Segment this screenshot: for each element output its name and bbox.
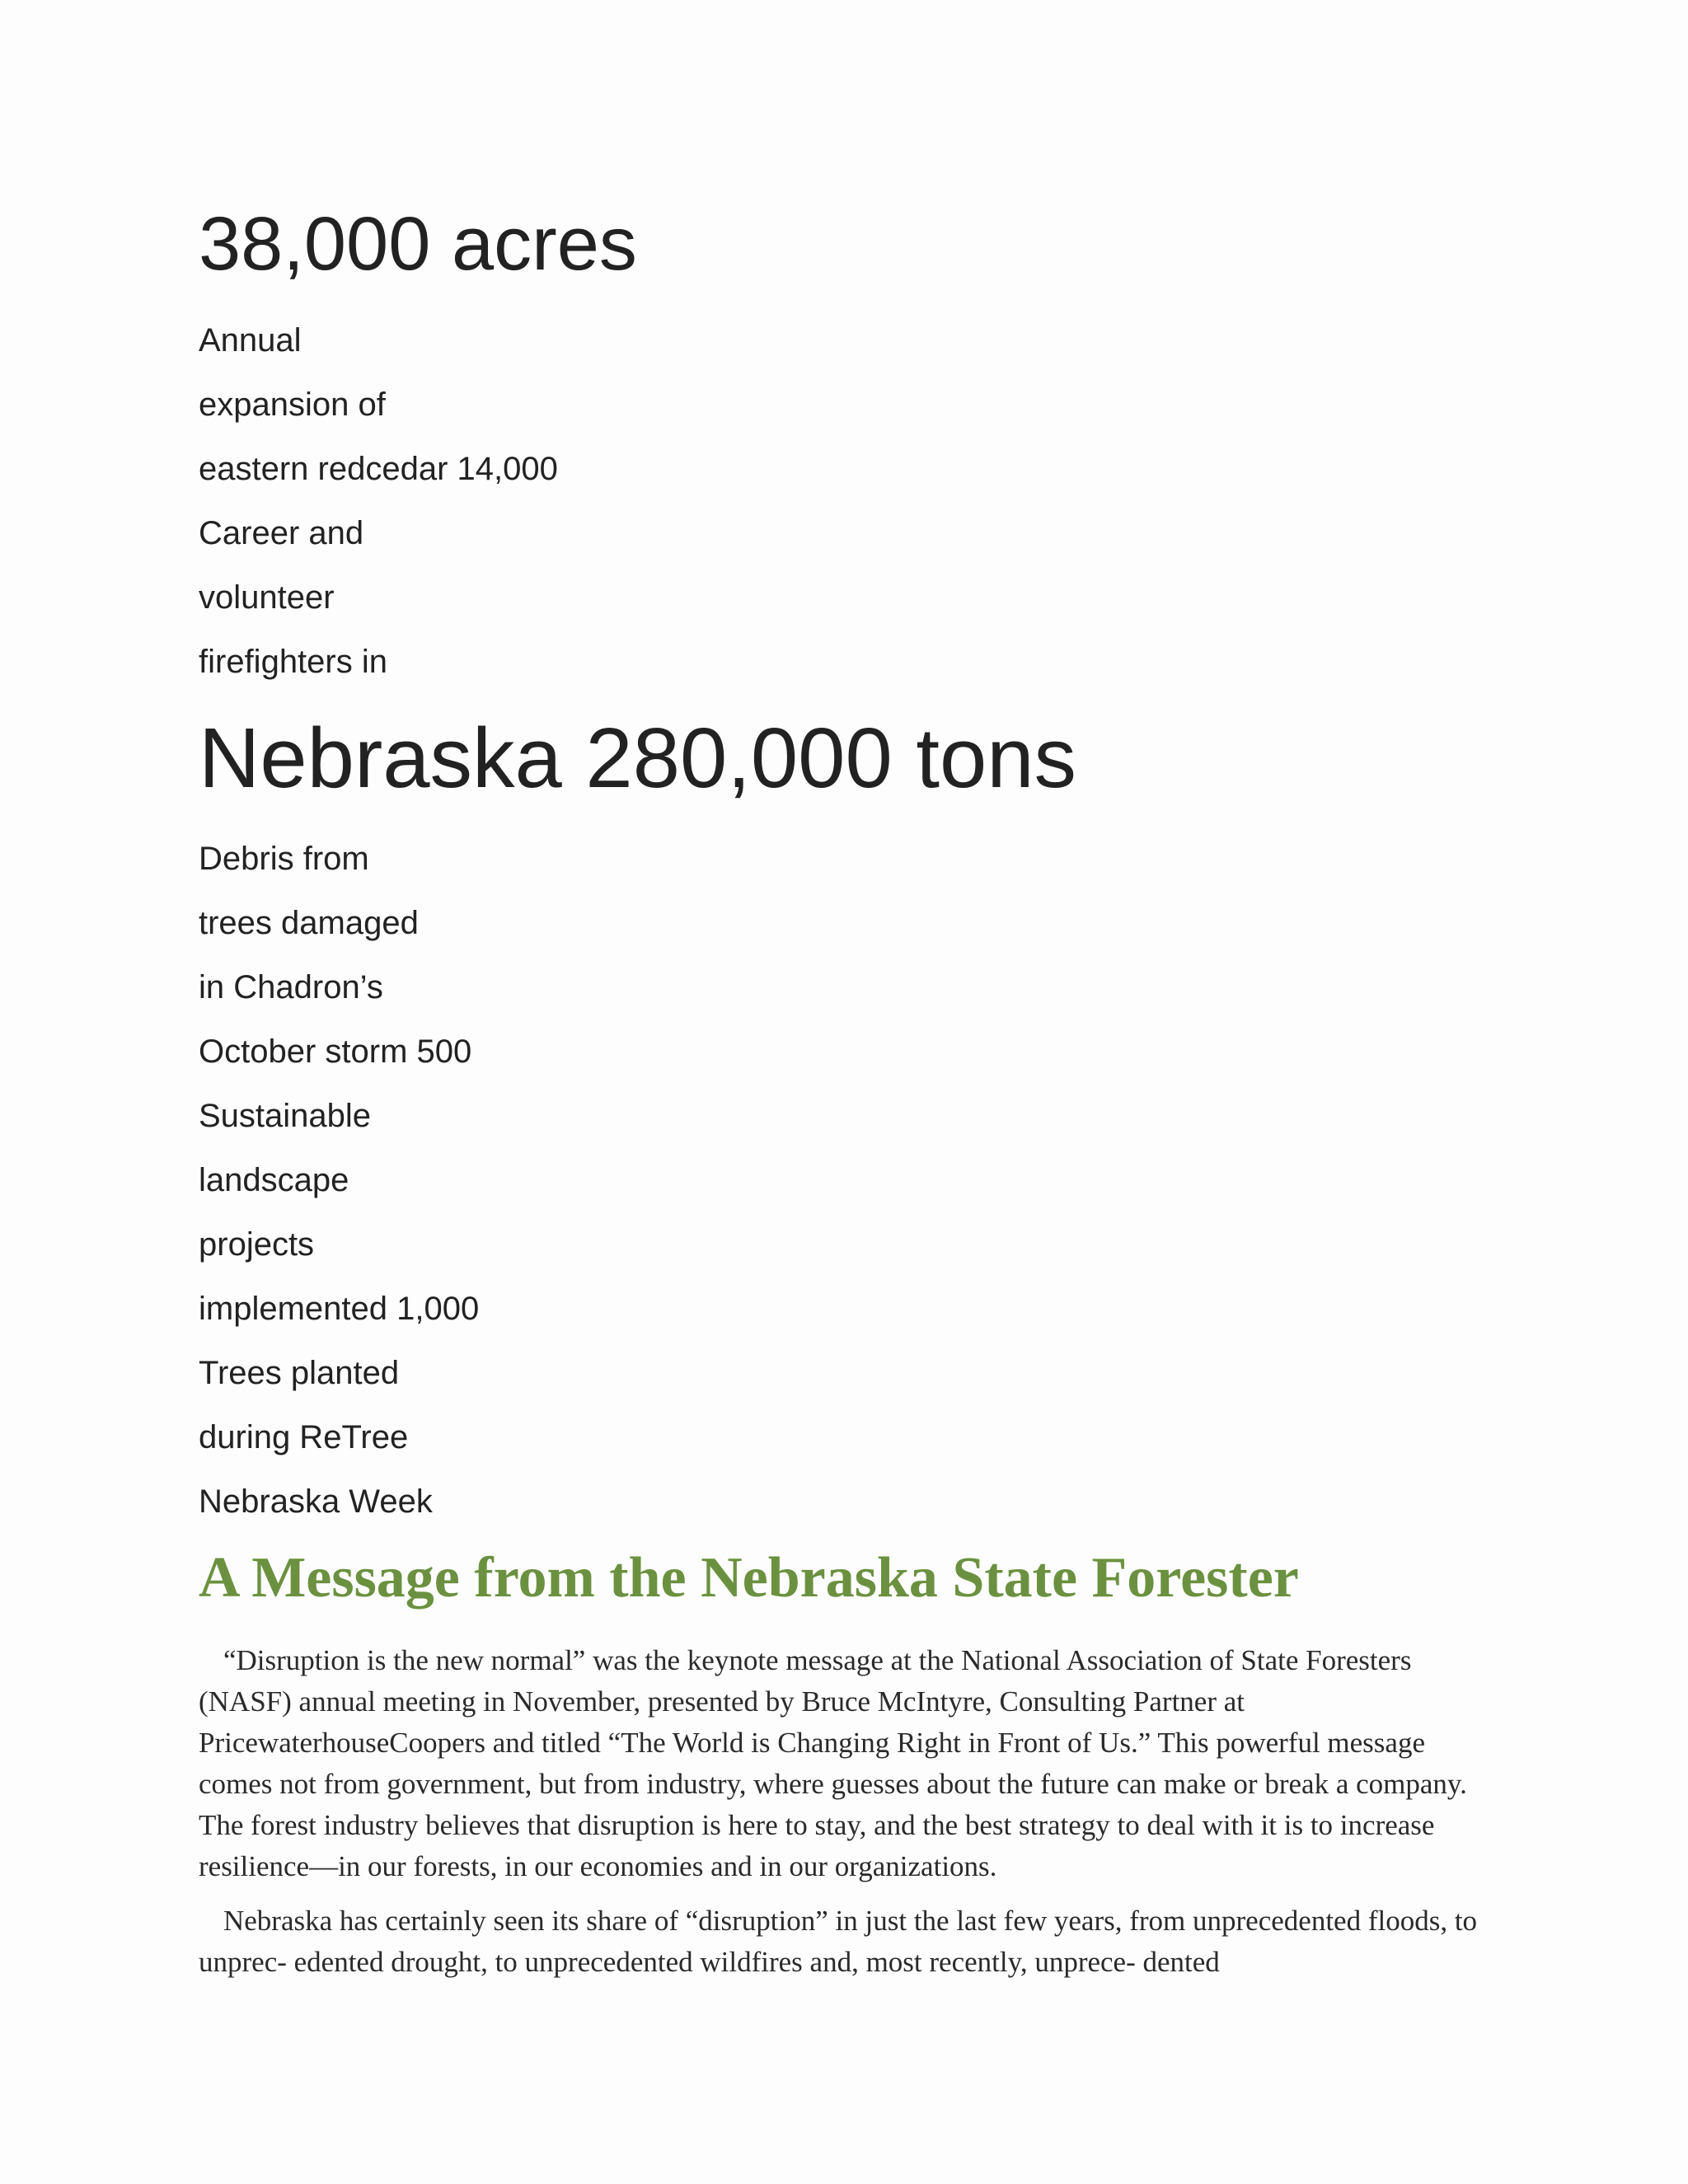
stat-line: landscape [199,1162,349,1198]
stat-line: during ReTree [199,1419,409,1455]
stat-block-1-lines [199,308,558,694]
stat-line: Debris from [199,841,369,877]
stat-line: expansion of [199,387,386,423]
stat-line: Nebraska Week [199,1483,433,1520]
stat-line: Annual [199,322,302,359]
stat-line: in Chadron’s [199,969,383,1005]
stat-block-2-lines [199,827,479,1534]
stat-line: eastern redcedar 14,000 [199,451,558,487]
stat-tons-value: Nebraska 280,000 tons [199,710,1077,805]
stat-acres-value: 38,000 acres [199,202,637,286]
stat-line: projects [199,1226,315,1263]
stat-line: Sustainable [199,1098,372,1134]
stat-line: firefighters in [199,644,387,680]
stat-line: Trees planted [199,1355,400,1391]
article-paragraph-1: “Disruption is the new normal” was the keynote message at the National Association of State Foresters (NASF) annual meeting in November, presented by Bruce McIntyre, Consulting Partner at PricewaterhouseCoopers and titled “The World is Changing Right in Front of Us.” This powerful message comes not from government, but from industry, where guesses about the future can make or break a company. The forest industry believes that disruption is here to stay, and the best strategy to deal with it is to increase resilience—in our forests, in our economies and in our organizations. [199,1644,1467,1882]
stat-line: trees damaged [199,905,419,941]
article-paragraph-2: Nebraska has certainly seen its share of “disruption” in just the last few years, from unprecedented floods, to unprec- edented drought, to unprecedented wildfires and, most recently, unprece- dented [199,1905,1478,1978]
stat-line: Career and [199,515,364,551]
stat-line: implemented 1,000 [199,1291,480,1327]
stat-line: volunteer [199,579,335,616]
article-heading: A Message from the Nebraska State Forester [199,1546,1299,1610]
stat-line: October storm 500 [199,1033,472,1070]
